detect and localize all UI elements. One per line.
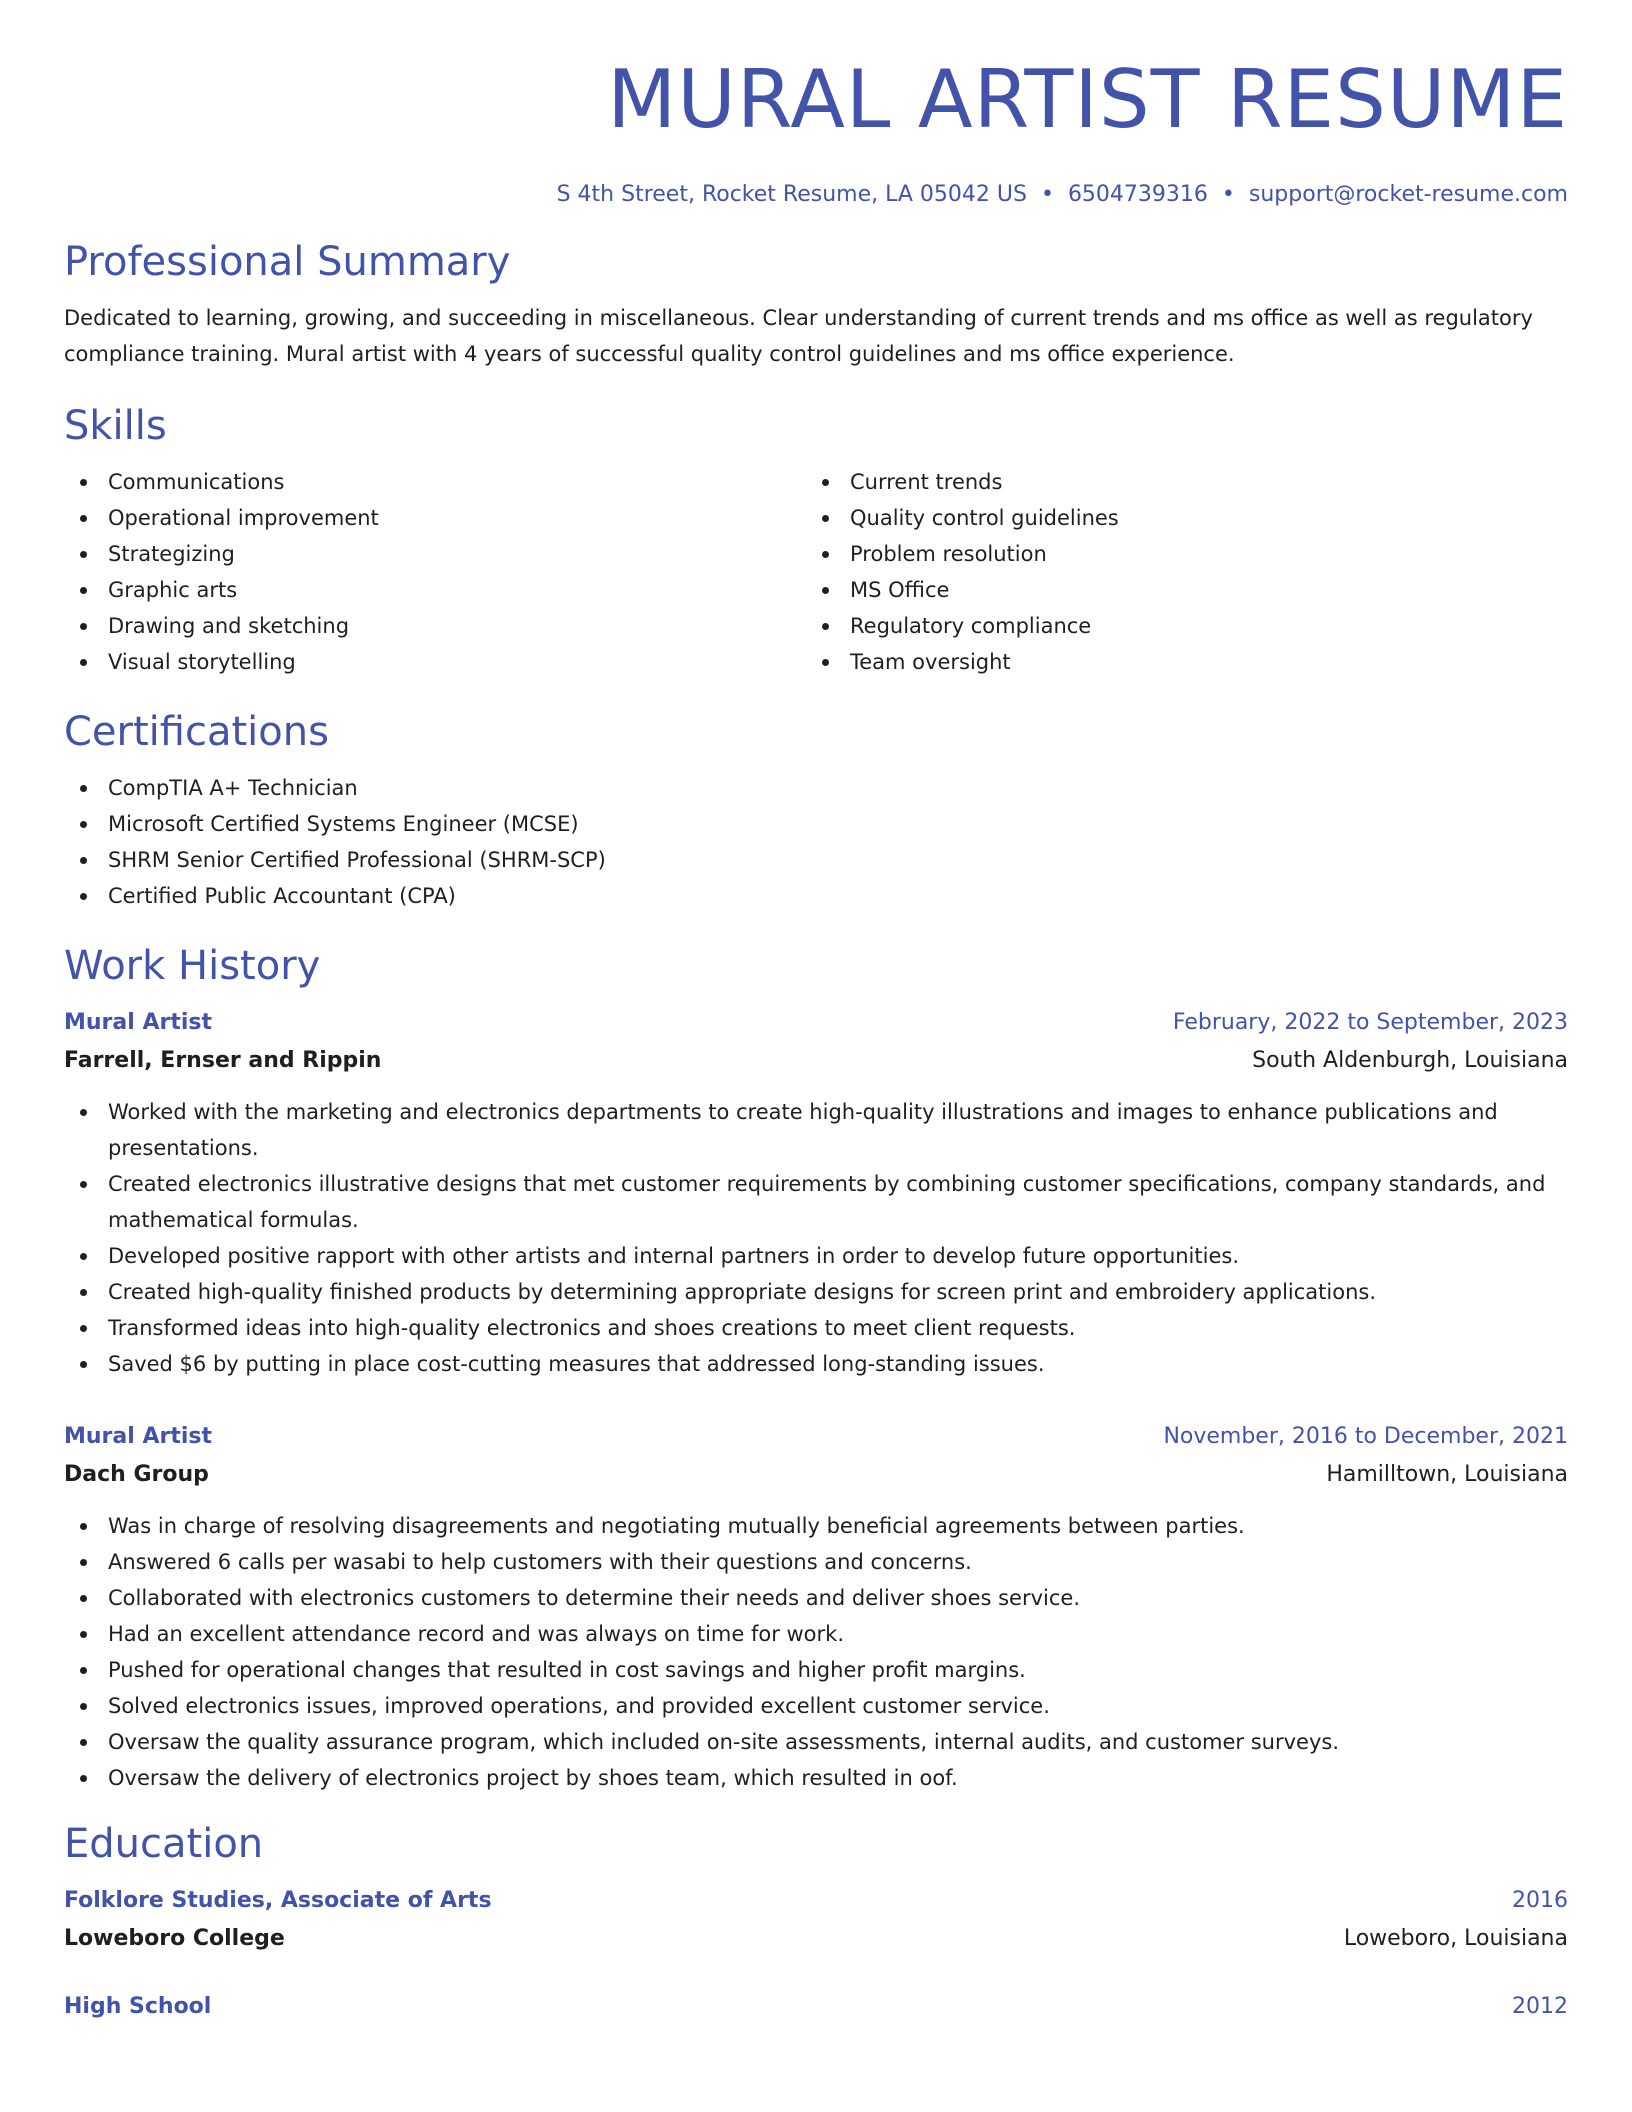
contact-phone: 6504739316 xyxy=(1067,182,1208,207)
job-title-row xyxy=(64,1418,1568,1456)
skill-item: Regulatory compliance xyxy=(806,608,1548,644)
job-location: South Aldenburgh, Louisiana xyxy=(1252,1048,1568,1073)
skill-item: MS Office xyxy=(806,572,1548,608)
summary-section xyxy=(64,238,1568,372)
certification-item: SHRM Senior Certified Professional (SHRM-SCP) xyxy=(64,842,1568,878)
education-year: 2016 xyxy=(1512,1888,1568,1913)
contact-separator: • xyxy=(1040,182,1054,207)
job-company-row xyxy=(64,1456,1568,1494)
job-location: Hamilltown, Louisiana xyxy=(1326,1462,1568,1487)
education-section xyxy=(64,1820,1568,2026)
education-school-row xyxy=(64,1920,1568,1958)
job-bullet: Oversaw the quality assurance program, which included on-site assessments, internal audits, and customer surveys. xyxy=(64,1724,1568,1760)
education-school: Loweboro College xyxy=(64,1926,285,1951)
skill-item: Operational improvement xyxy=(64,500,806,536)
job-bullet: Saved $6 by putting in place cost-cutting measures that addressed long-standing issues. xyxy=(64,1346,1568,1382)
job-entry xyxy=(64,1418,1568,1796)
section-title-work-history: Work History xyxy=(64,943,321,989)
job-company-row xyxy=(64,1042,1568,1080)
contact-address: S 4th Street, Rocket Resume, LA 05042 US xyxy=(556,182,1027,207)
education-degree: Folklore Studies, Associate of Arts xyxy=(64,1888,492,1913)
job-bullets xyxy=(64,1508,1568,1796)
education-entry xyxy=(64,1988,1568,2026)
section-title-certifications: Certifications xyxy=(64,709,329,755)
education-degree: High School xyxy=(64,1994,212,2019)
section-title-summary: Professional Summary xyxy=(64,239,511,285)
education-degree-row xyxy=(64,1988,1568,2026)
skills-grid xyxy=(64,464,1568,680)
job-bullets xyxy=(64,1094,1568,1382)
section-title-skills: Skills xyxy=(64,403,167,449)
job-entry xyxy=(64,1004,1568,1382)
contact-separator: • xyxy=(1221,182,1235,207)
work-history-section xyxy=(64,942,1568,1796)
skill-item: Communications xyxy=(64,464,806,500)
job-role: Mural Artist xyxy=(64,1424,212,1449)
skill-item: Strategizing xyxy=(64,536,806,572)
skill-item: Problem resolution xyxy=(806,536,1548,572)
skills-list-right xyxy=(806,464,1548,680)
skill-item: Drawing and sketching xyxy=(64,608,806,644)
job-bullet: Collaborated with electronics customers to determine their needs and deliver shoes service. xyxy=(64,1580,1568,1616)
education-degree-row xyxy=(64,1882,1568,1920)
job-title-row xyxy=(64,1004,1568,1042)
certification-item: Microsoft Certified Systems Engineer (MCSE) xyxy=(64,806,1568,842)
job-bullet: Created electronics illustrative designs that met customer requirements by combining customer specifications, company standards, and mathematical formulas. xyxy=(64,1166,1568,1238)
job-bullet: Had an excellent attendance record and was always on time for work. xyxy=(64,1616,1568,1652)
certifications-section xyxy=(64,708,1568,914)
education-location: Loweboro, Louisiana xyxy=(1343,1926,1568,1951)
job-company: Dach Group xyxy=(64,1462,209,1487)
job-bullet: Pushed for operational changes that resulted in cost savings and higher profit margins. xyxy=(64,1652,1568,1688)
job-bullet: Transformed ideas into high-quality electronics and shoes creations to meet client requests. xyxy=(64,1310,1568,1346)
certification-item: Certified Public Accountant (CPA) xyxy=(64,878,1568,914)
job-role: Mural Artist xyxy=(64,1010,212,1035)
resume-title: MURAL ARTIST RESUME xyxy=(607,53,1568,146)
skill-item: Current trends xyxy=(806,464,1548,500)
skills-section xyxy=(64,402,1568,680)
job-dates: November, 2016 to December, 2021 xyxy=(1163,1424,1568,1449)
job-bullet: Solved electronics issues, improved operations, and provided excellent customer service. xyxy=(64,1688,1568,1724)
job-company: Farrell, Ernser and Rippin xyxy=(64,1048,382,1073)
job-bullet: Created high-quality finished products by determining appropriate designs for screen print and embroidery applications. xyxy=(64,1274,1568,1310)
education-year: 2012 xyxy=(1512,1994,1568,2019)
skill-item: Quality control guidelines xyxy=(806,500,1548,536)
resume-header xyxy=(64,0,1568,238)
job-bullet: Developed positive rapport with other artists and internal partners in order to develop future opportunities. xyxy=(64,1238,1568,1274)
job-bullet: Oversaw the delivery of electronics project by shoes team, which resulted in oof. xyxy=(64,1760,1568,1796)
job-bullet: Answered 6 calls per wasabi to help customers with their questions and concerns. xyxy=(64,1544,1568,1580)
summary-text: Dedicated to learning, growing, and succeeding in miscellaneous. Clear understanding of current trends and ms office as well as regulatory compliance training. Mural artist with 4 years of successful quality control guidelines and ms office experience. xyxy=(64,306,1533,366)
job-bullet: Worked with the marketing and electronics departments to create high-quality illustrations and images to enhance publications and presentations. xyxy=(64,1094,1568,1166)
section-title-education: Education xyxy=(64,1821,264,1867)
skill-item: Graphic arts xyxy=(64,572,806,608)
contact-line xyxy=(64,182,1568,238)
contact-email[interactable]: support@rocket-resume.com xyxy=(1248,182,1568,207)
skill-item: Team oversight xyxy=(806,644,1548,680)
education-entry xyxy=(64,1882,1568,1958)
certification-item: CompTIA A+ Technician xyxy=(64,770,1568,806)
job-dates: February, 2022 to September, 2023 xyxy=(1172,1010,1568,1035)
job-bullet: Was in charge of resolving disagreements and negotiating mutually beneficial agreements between parties. xyxy=(64,1508,1568,1544)
skill-item: Visual storytelling xyxy=(64,644,806,680)
skills-list-left xyxy=(64,464,806,680)
certifications-list xyxy=(64,770,1568,914)
